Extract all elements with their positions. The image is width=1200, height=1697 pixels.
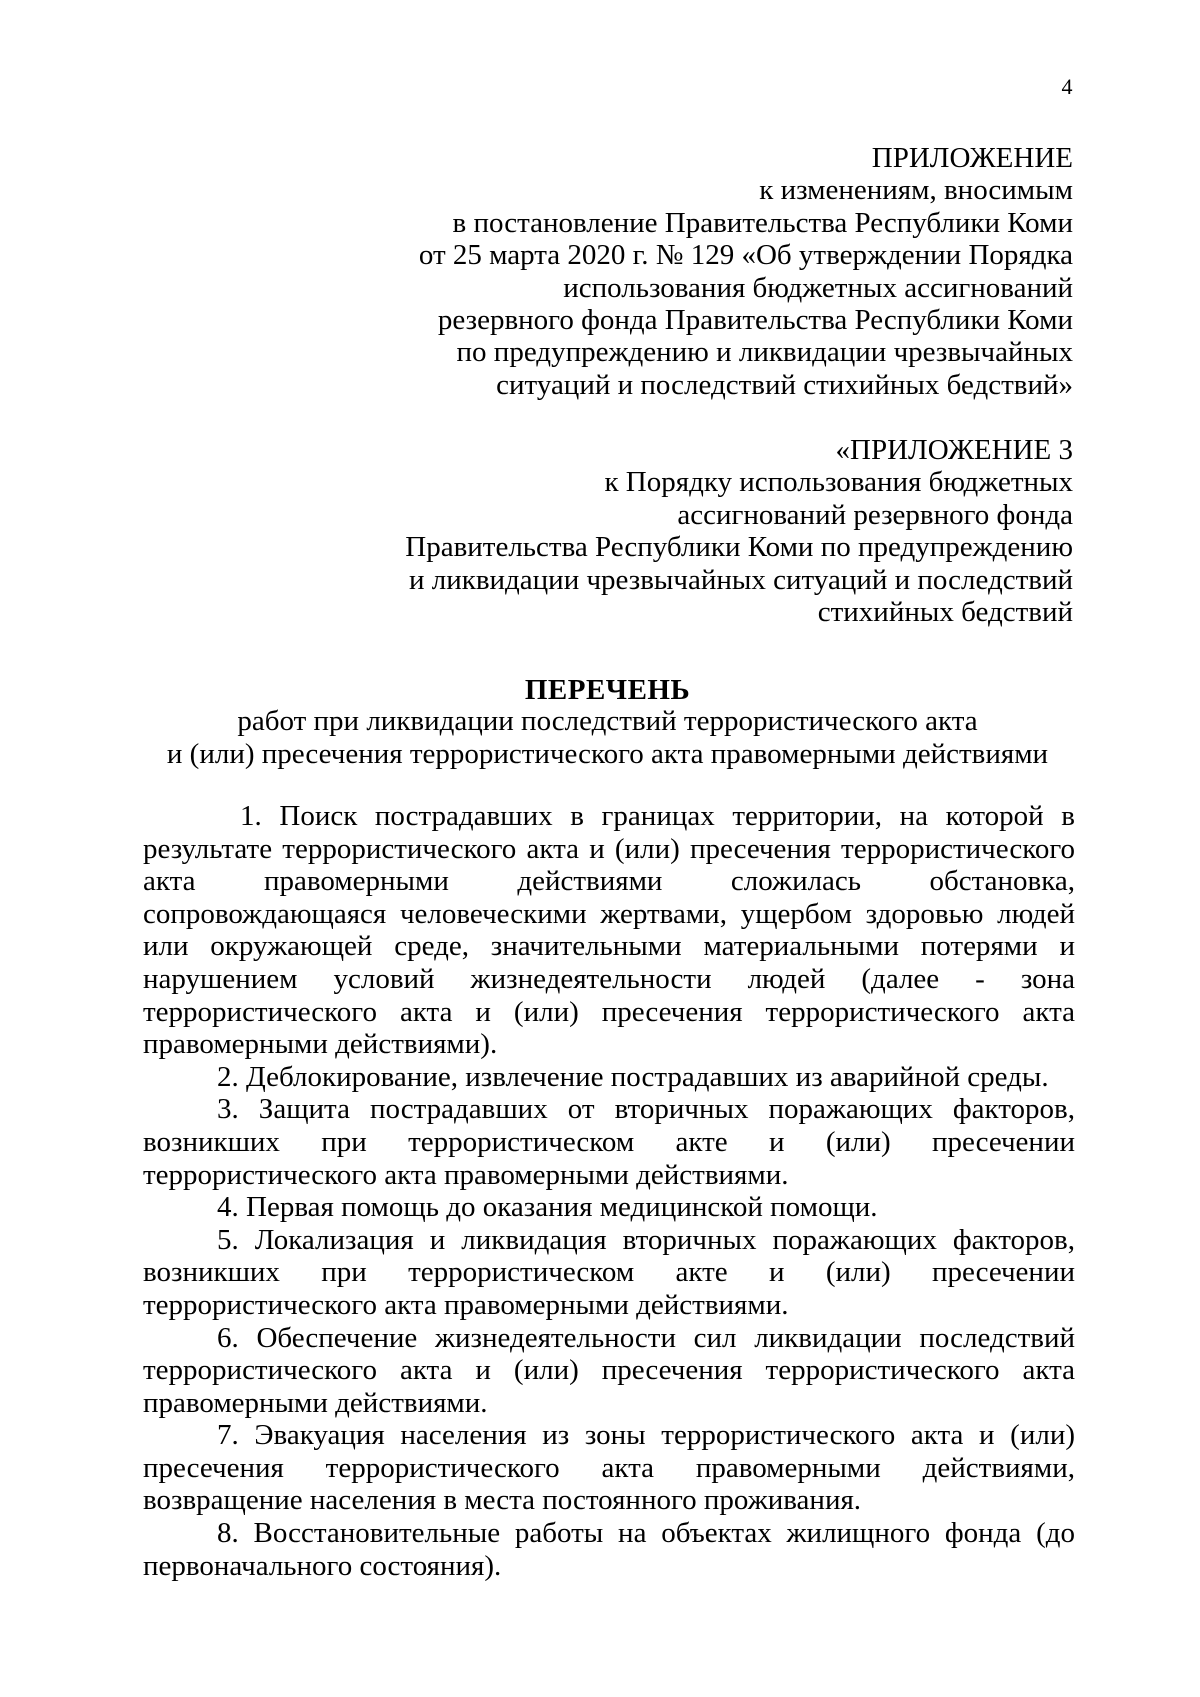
appendix-line: использования бюджетных ассигнований [563,271,1073,304]
list-item: 5. Локализация и ликвидация вторичных поражающих факторов, возникших при террористическом акте и (или) пресечении террористического акта правомерными действиями. [143,1223,1075,1321]
appendix-3-line: Правительства Республики Коми по предупреждению [405,531,1073,564]
appendix-line: в постановление Правительства Республики Коми [452,206,1073,239]
list-item: 8. Восстановительные работы на объектах жилищного фонда (до первоначального состояния). [143,1517,1075,1582]
appendix-line: от 25 марта 2020 г. № 129 «Об утверждении Порядка [418,239,1073,272]
appendix-line: по предупреждению и ликвидации чрезвычайных [456,336,1073,369]
appendix-3-line: и ликвидации чрезвычайных ситуаций и последствий [408,563,1073,596]
appendix-3-line: ассигнований резервного фонда [677,498,1073,531]
list-item: 3. Защита пострадавших от вторичных поражающих факторов, возникших при террористическом акте и (или) пресечении террористического акта правомерными действиями. [143,1093,1075,1191]
appendix-line: ситуаций и последствий стихийных бедствий» [496,368,1073,401]
appendix-3-header [405,434,1073,628]
list-item: 7. Эвакуация населения из зоны террористического акта и (или) пресечения террористического акта правомерными действиями, возвращение населения в места постоянного проживания. [143,1419,1075,1517]
list-item: 6. Обеспечение жизнедеятельности сил ликвидации последствий террористического акта и (или) пресечения террористического акта правомерными действиями. [143,1321,1075,1419]
document-subtitle [140,705,1075,770]
subtitle-line: и (или) пресечения террористического акта правомерными действиями [166,737,1049,770]
appendix-3-line: к Порядку использования бюджетных [604,466,1073,499]
subtitle-line: работ при ликвидации последствий террористического акта [237,705,978,737]
work-list [143,800,1075,1582]
appendix-3-line: стихийных бедствий [817,596,1073,629]
list-item: 2. Деблокирование, извлечение пострадавших из аварийной среды. [217,1060,1049,1093]
page-number: 4 [1061,74,1073,99]
appendix-header [419,142,1073,401]
appendix-line: к изменениям, вносимым [759,174,1073,207]
list-item: 1. Поиск пострадавших в границах территории, на которой в результате террористического акта и (или) пресечения террористического акта правомерными действиями сложилась обстановка, сопровождающаяся человеческими жертвами, ущербом здоровью людей или окружающей среде, значительными материальными потерями и нарушением условий жизнедеятельности людей (далее - зона террористического акта и (или) пресечения террористического акта правомерными действиями). [143,800,1075,1061]
appendix-line: резервного фонда Правительства Республики Коми [437,304,1073,337]
appendix-3-line: «ПРИЛОЖЕНИЕ 3 [835,434,1073,466]
document-title: ПЕРЕЧЕНЬ [524,674,691,706]
appendix-line: ПРИЛОЖЕНИЕ [871,142,1073,174]
list-item: 4. Первая помощь до оказания медицинской помощи. [217,1191,878,1224]
